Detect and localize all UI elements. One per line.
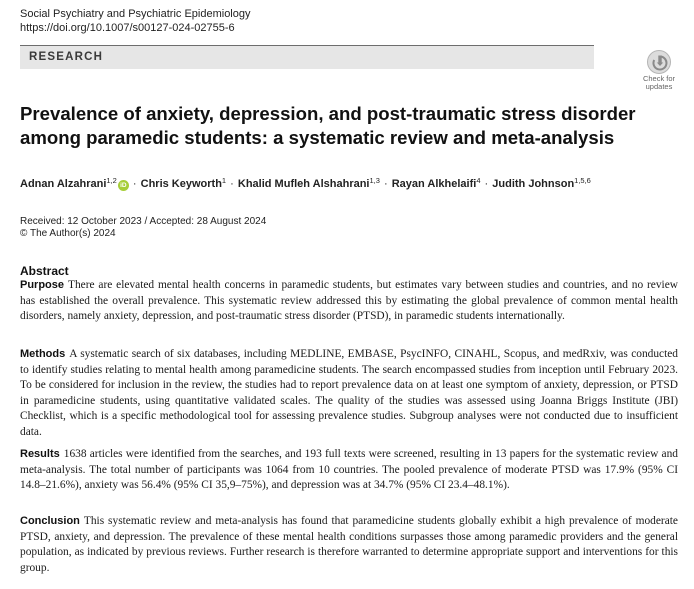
section-label: RESEARCH bbox=[29, 51, 104, 63]
author-list bbox=[20, 174, 680, 191]
doi-link[interactable]: https://doi.org/10.1007/s00127-024-02755-6 bbox=[20, 22, 235, 34]
methods-label: Methods bbox=[20, 348, 66, 360]
author-name[interactable]: Judith Johnson bbox=[492, 178, 575, 190]
copyright-notice: © The Author(s) 2024 bbox=[20, 228, 116, 239]
purpose-text: There are elevated mental health concerns in paramedic students, but estimates vary between studies and countries, and no review has established the overall prevalence. This systematic review addressed this by estimating the global prevalence of common mental health disorders, namely anxiety, depression, and post-traumatic stress disorder (PTSD), in paramedic students internationally. bbox=[20, 279, 678, 322]
orcid-icon[interactable]: iD bbox=[118, 180, 129, 191]
author-name[interactable]: Adnan Alzahrani bbox=[20, 178, 107, 190]
author-name[interactable]: Rayan Alkhelaifi bbox=[391, 178, 477, 190]
journal-name: Social Psychiatry and Psychiatric Epidemiology bbox=[20, 8, 251, 20]
abstract-heading: Abstract bbox=[20, 264, 69, 278]
purpose-label: Purpose bbox=[20, 279, 65, 291]
received-accepted-dates: Received: 12 October 2023 / Accepted: 28 August 2024 bbox=[20, 216, 267, 227]
author-affiliation: 1,5,6 bbox=[574, 176, 591, 185]
author-affiliation: 1,2 bbox=[106, 176, 117, 185]
check-for-updates-line2: updates bbox=[645, 82, 673, 91]
article-title: Prevalence of anxiety, depression, and post-traumatic stress disorder among paramedic students: a systematic review and meta-analysis bbox=[20, 103, 636, 148]
author-separator: · bbox=[484, 178, 489, 190]
results-text: 1638 articles were identified from the searches, and 193 full texts were screened, resulting in 13 papers for the systematic review and meta-analysis. The total number of participants was 1064 from 10 countries. The pooled prevalence of moderate PTSD was 17.9% (95% CI 14.8–21.6%), anxiety was 56.4% (95% CI 35,9–75%), and depression was at 34.7% (95% CI 23.4–48.1%). bbox=[20, 448, 678, 491]
check-for-updates-line1: Check for bbox=[642, 74, 676, 83]
abstract-purpose bbox=[20, 278, 678, 325]
check-for-updates-icon bbox=[647, 50, 671, 74]
results-label: Results bbox=[20, 448, 60, 460]
section-bar bbox=[20, 45, 594, 69]
abstract-methods bbox=[20, 347, 678, 440]
conclusion-text: This systematic review and meta-analysis has found that paramedicine students globally exhibit a high prevalence of moderate PTSD, anxiety, and depression. The prevalence of these mental health conditions surpasses those among paramedic providers and the general population, as indicated by previous reviews. Further research is therefore warranted to determine appropriate support and interventions for this group. bbox=[20, 515, 678, 574]
author-affiliation: 1 bbox=[221, 176, 227, 185]
author-affiliation: 1,3 bbox=[369, 176, 380, 185]
author-separator: · bbox=[384, 178, 388, 190]
methods-text: A systematic search of six databases, including MEDLINE, EMBASE, PsycINFO, CINAHL, Scopus, and medRxiv, was conducted to identify studies relating to mental health among paramedicine students. The search encompassed studies from inception until February 2023. To be considered for inclusion in the review, the studies had to report prevalence data on at least one symptom of anxiety, depression, or PTSD in paramedicine students, using quantitative validated scales. The quality of the studies was assessed using Joanna Briggs Institute (JBI) Checklist, which is a specific methodological tool for assessing prevalence studies. Subgroup analyses were not conducted due to insufficient data. bbox=[20, 348, 678, 438]
abstract-conclusion bbox=[20, 514, 678, 576]
abstract-results bbox=[20, 447, 678, 494]
author-affiliation: 4 bbox=[476, 176, 481, 185]
author-name[interactable]: Chris Keyworth bbox=[140, 178, 222, 190]
author-separator: · bbox=[132, 178, 137, 190]
conclusion-label: Conclusion bbox=[20, 515, 80, 527]
check-for-updates-badge[interactable] bbox=[640, 50, 678, 92]
author-separator: · bbox=[230, 178, 234, 190]
author-name[interactable]: Khalid Mufleh Alshahrani bbox=[237, 178, 370, 190]
